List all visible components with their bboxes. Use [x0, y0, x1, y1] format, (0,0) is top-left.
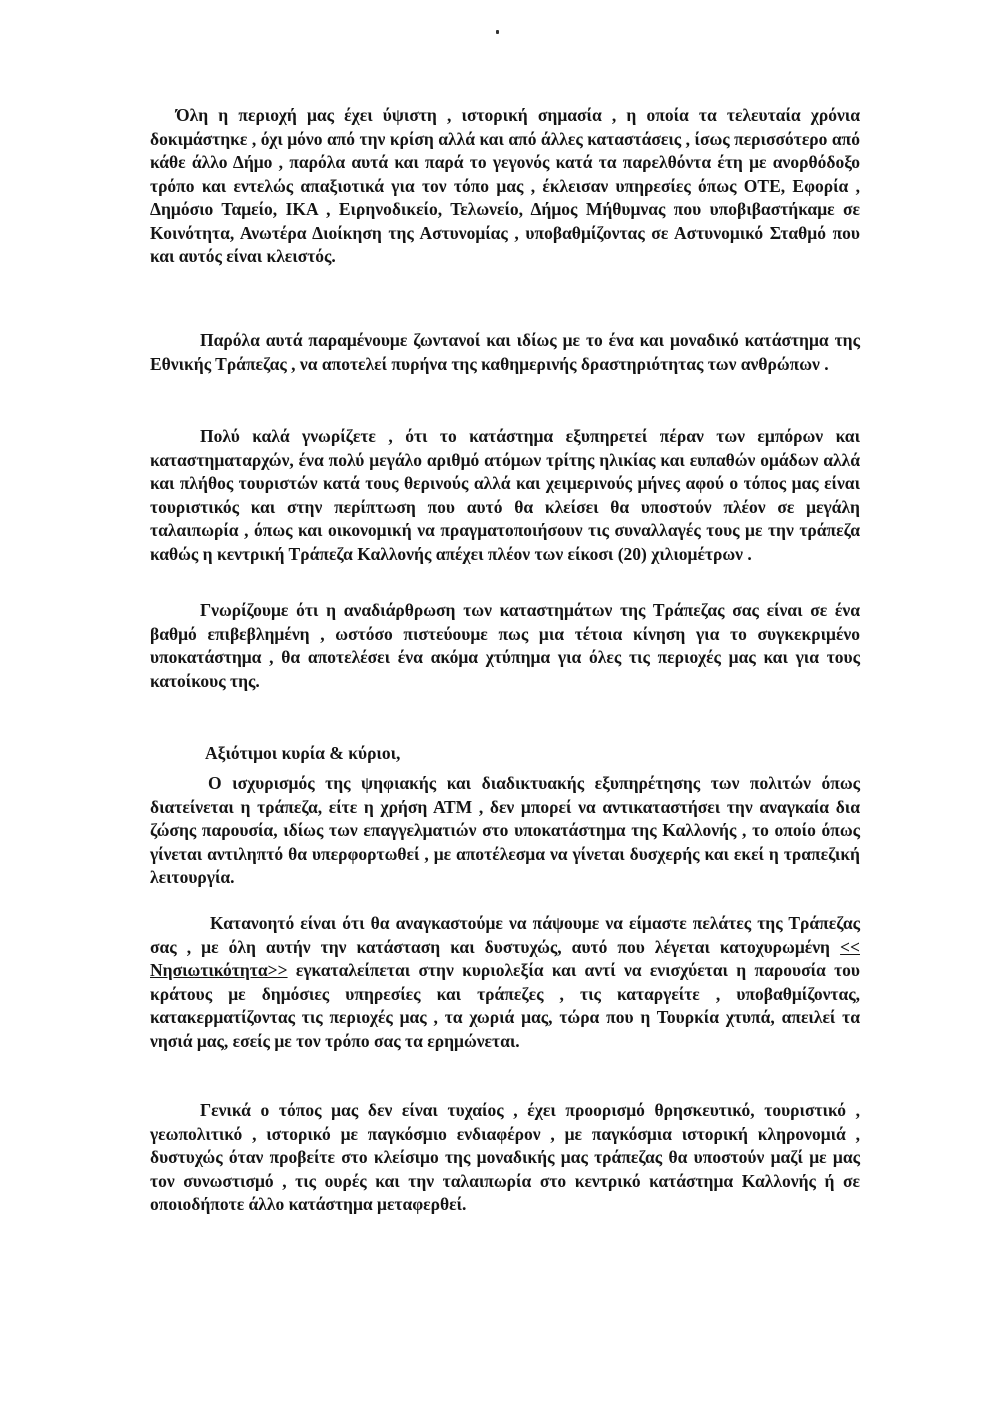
paragraph-digital-service: Ο ισχυρισμός της ψηφιακής και διαδικτυακής εξυπηρέτησης των πολιτών όπως διατείνεται η τράπεζα, είτε η χρήση ΑΤΜ , δεν μπορεί να αντικαταστήσει την αναγκαία δια ζώσης παρουσία, ιδίως των επαγγελματιών στο υποκατάστημα της Καλλονής , το οποίο όπως γίνεται αντιληπτό θα υπερφορτωθεί , με αποτέλεσμα να γίνεται δυσχερής και εκεί η τραπεζική λειτουργία.	[150, 773, 860, 887]
paragraph-insularity-end: εγκαταλείπεται στην κυριολεξία και αντί να ενισχύεται η παρουσία του κράτους με δημόσιες υπηρεσίες και τράπεζες , τις καταργείτε , υποβαθμίζοντας, κατακερματίζοντας τις περιοχές μας , τα χωριά μας, τώρα που η Τουρκία χτυπά, απειλεί τα νησιά μας, εσείς με τον τρόπο σας τα ερημώνεται.	[150, 960, 860, 1051]
paragraph-insularity-start: Κατανοητό είναι ότι θα αναγκαστούμε να πάψουμε να είμαστε πελάτες της Τράπεζας σας , με όλη αυτήν την κατάσταση και δυστυχώς, αυτό που λέγεται κατοχυρωμένη	[150, 913, 860, 957]
paragraph-conclusion: Γενικά ο τόπος μας δεν είναι τυχαίος , έχει προορισμό θρησκευτικό, τουριστικό , γεωπολιτικό , ιστορικό με παγκόσμιο ενδιαφέρον , με παγκόσμια ιστορική κληρονομιά , δυστυχώς όταν προβείτε στο κλείσιμο της μοναδικής μας τράπεζας θα υποστούν μαζί με μας τον συνωστισμό , τις ουρές και την ταλαιπωρία στο κεντρικό κατάστημα Καλλονής ή σε οποιοδήποτε άλλο κατάστημα μεταφερθεί.	[150, 1100, 860, 1214]
paragraph-bank-branch: Παρόλα αυτά παραμένουμε ζωντανοί και ιδίως με το ένα και μοναδικό κατάστημα της Εθνικής Τράπεζας , να αποτελεί πυρήνα της καθημερινής δραστηριότητας των ανθρώπων .	[150, 330, 860, 374]
salutation: Αξιότιμοι κυρία & κύριοι,	[205, 743, 401, 763]
insularity-term: << Νησιωτικότητα>>	[150, 936, 860, 980]
paragraph-insularity	[150, 912, 860, 1053]
paragraph-restructuring: Γνωρίζουμε ότι η αναδιάρθρωση των καταστημάτων της Τράπεζας σας είναι σε ένα βαθμό επιβεβλημένη , ωστόσο πιστεύουμε πως μια τέτοια κίνηση για το συγκεκριμένο υποκατάστημα , θα αποτελέσει ένα ακόμα χτύπημα για όλες τις περιοχές μας και για τους κατοίκους της.	[150, 600, 860, 691]
paragraph-history: Όλη η περιοχή μας έχει ύψιστη , ιστορική σημασία , η οποία τα τελευταία χρόνια δοκιμάστηκε , όχι μόνο από την κρίση αλλά και από άλλες καταστάσεις , ίσως περισσότερο από κάθε άλλο Δήμο , παρόλα αυτά και παρά το γεγονός κατά τα παρελθόντα έτη με ανορθόδοξο τρόπο και εντελώς απαξιοτικά για τον τόπο μας , έκλεισαν υπηρεσίες όπως ΟΤΕ, Εφορία , Δημόσιο Ταμείο, ΙΚΑ , Ειρηνοδικείο, Τελωνείο, Δήμος Μήθυμνας που υποβιβαστήκαμε σε Κοινότητα, Ανωτέρα Διοίκηση της Αστυνομίας , υποβαθμίζοντας σε Αστυνομικό Σταθμό που και αυτός είναι κλειστός.	[150, 105, 860, 266]
paragraph-customers: Πολύ καλά γνωρίζετε , ότι το κατάστημα εξυπηρετεί πέραν των εμπόρων και καταστηματαρχών, ένα πολύ μεγάλο αριθμό ατόμων τρίτης ηλικίας και ευπαθών ομάδων αλλά και πλήθος τουριστών κατά τους θερινούς αλλά και χειμερινούς μήνες αφού ο τόπος μας είναι τουριστικός και στην περίπτωση που αυτό θα κλείσει θα υποστούν πλέον σε μεγάλη ταλαιπωρία , όπως και οικονομική να πραγματοποιήσουν τις συναλλαγές τους με την τράπεζα καθώς η κεντρική Τράπεζα Καλλονής απέχει πλέον των είκοσι (20) χιλιομέτρων .	[150, 426, 860, 564]
scan-speck	[496, 30, 499, 34]
